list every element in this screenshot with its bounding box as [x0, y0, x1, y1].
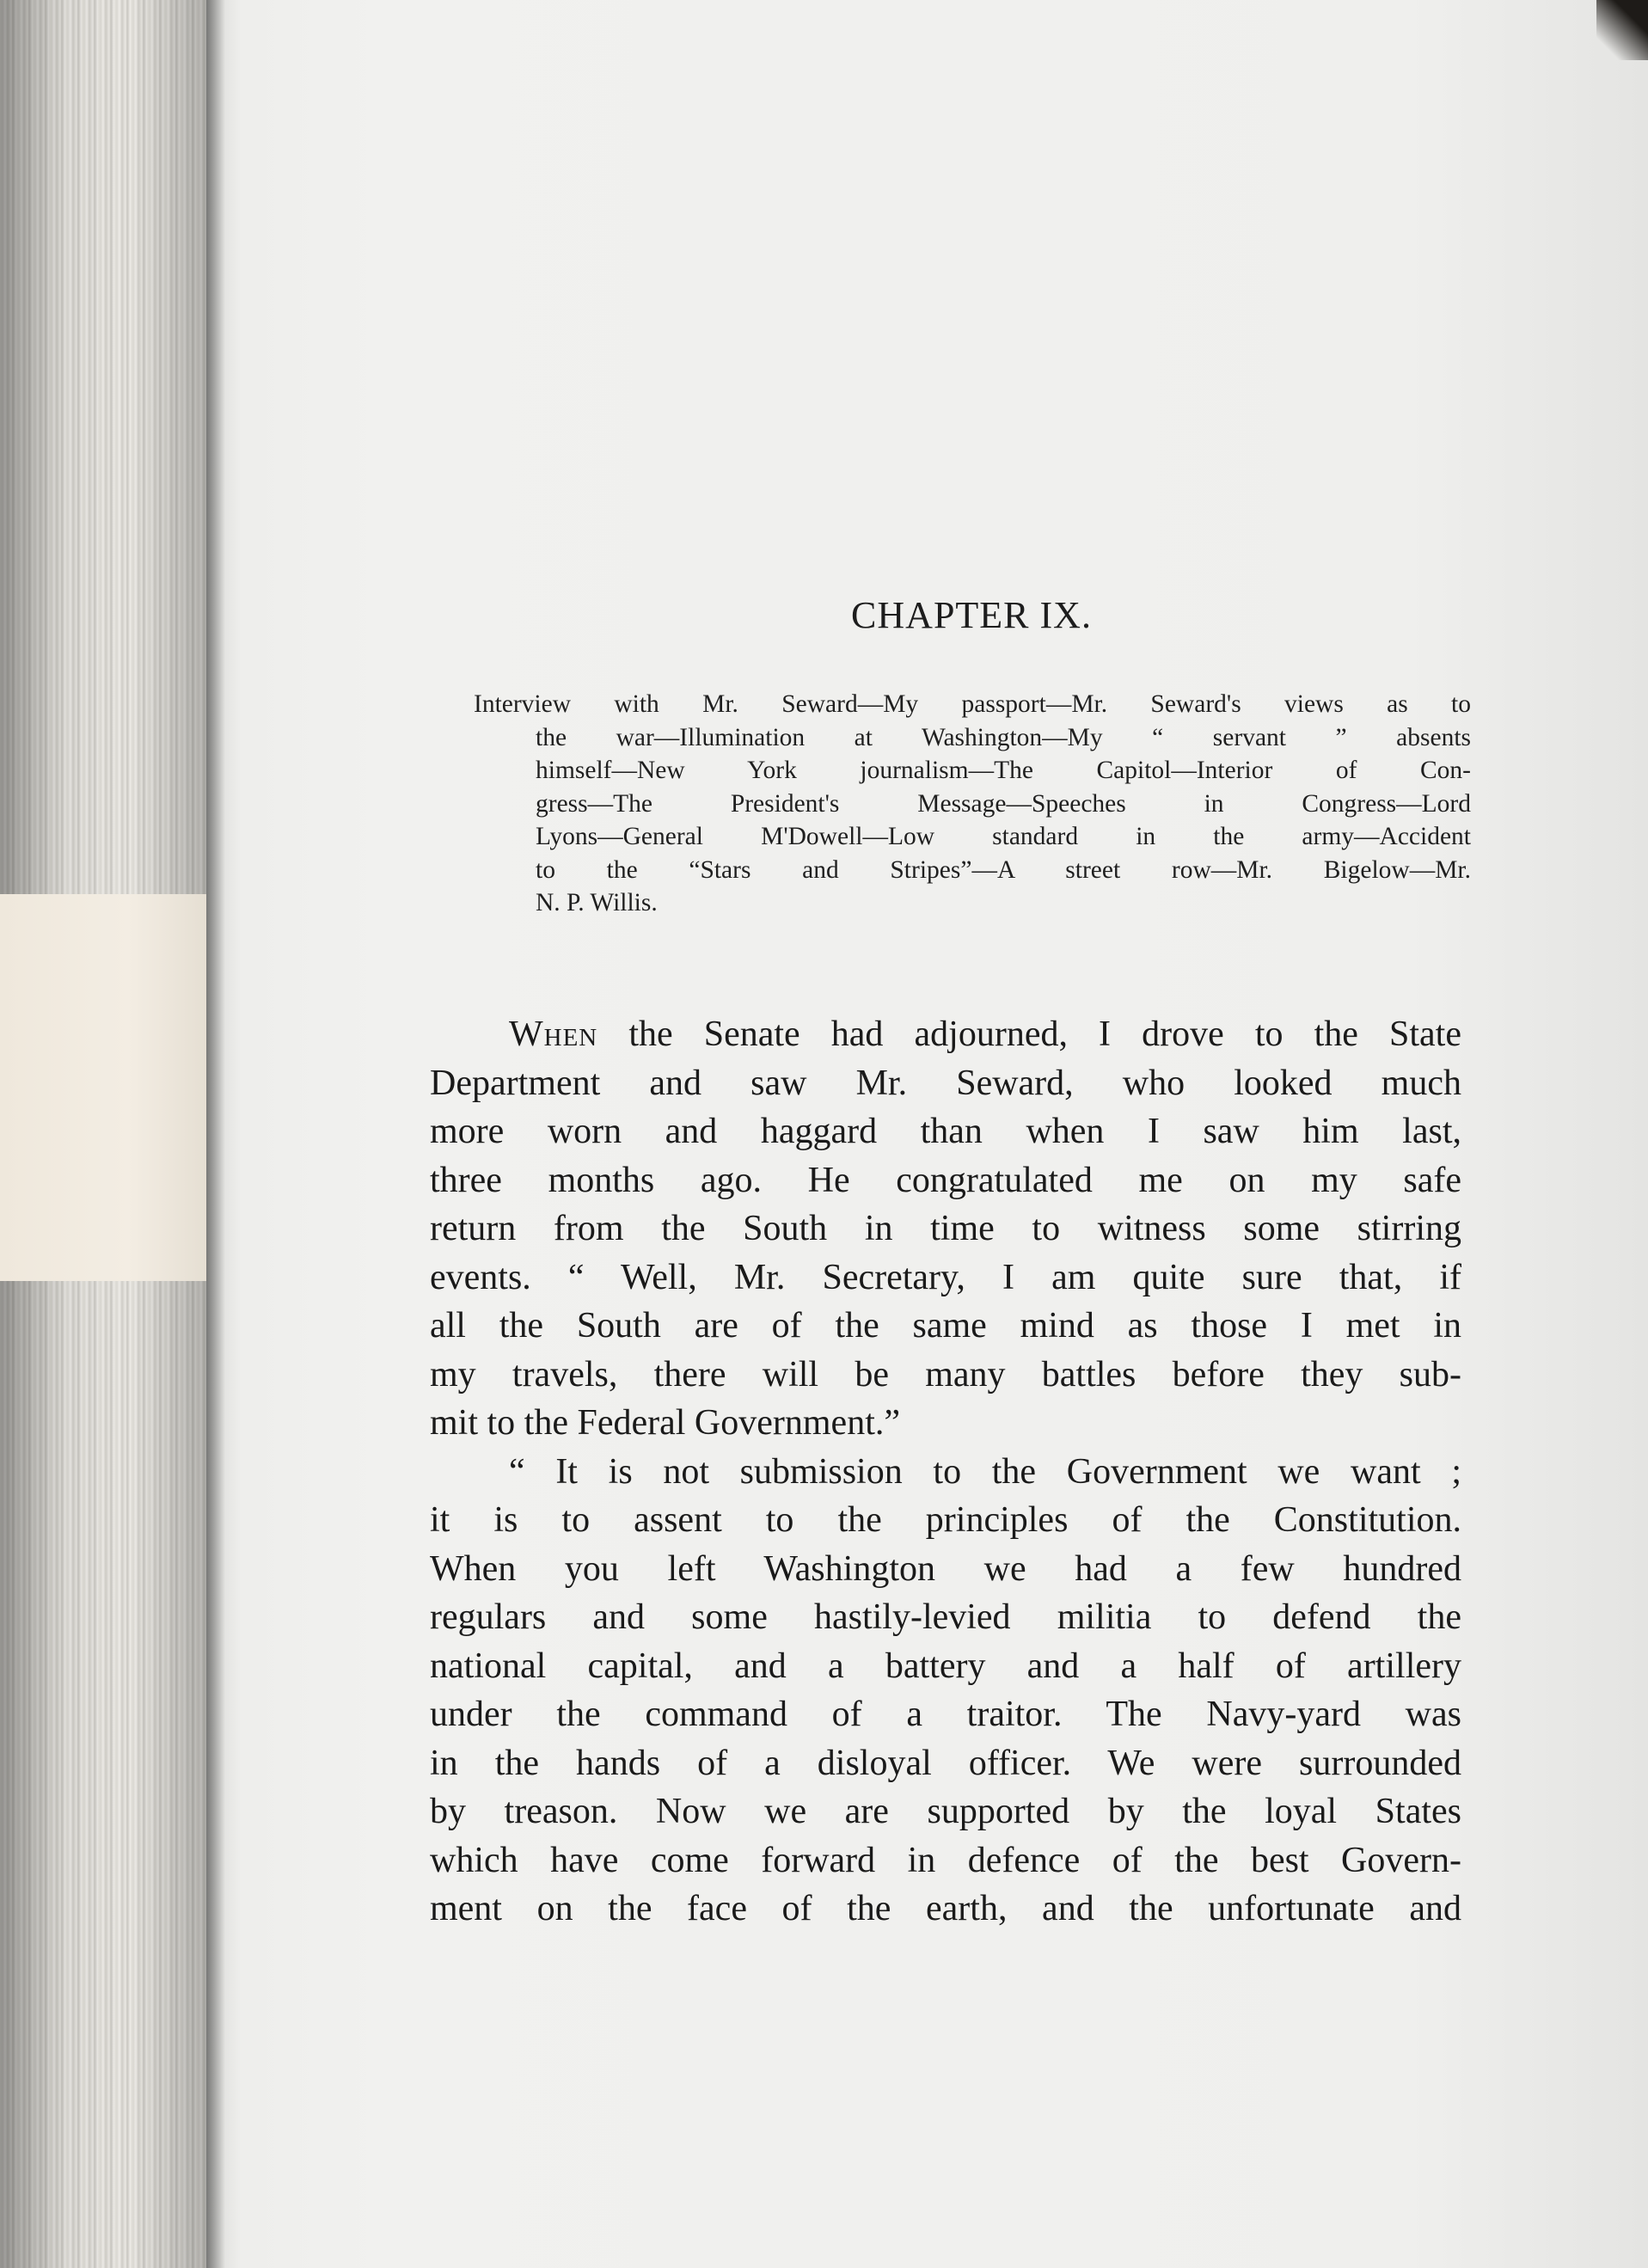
- text-line: which have come forward in defence of the best Govern-: [430, 1840, 1461, 1880]
- text-line: by treason. Now we are supported by the loyal States: [430, 1792, 1461, 1831]
- text-line: under the command of a traitor. The Navy-yard was: [430, 1695, 1461, 1734]
- body-text: [430, 1010, 1461, 1934]
- text-line: When you left Washington we had a few hundred: [430, 1548, 1461, 1589]
- page-edge-band: [0, 894, 215, 1281]
- summary-line: N. P. Willis.: [536, 889, 658, 916]
- summary-line: himself—New York journalism—The Capitol—Interior of Con-: [536, 757, 1471, 784]
- text-line: national capital, and a battery and a half of artillery: [430, 1646, 1461, 1686]
- text-line: events. “ Well, Mr. Secretary, I am quite sure that, if: [430, 1257, 1461, 1297]
- lead-word: When: [509, 1014, 598, 1054]
- chapter-title: CHAPTER IX.: [851, 594, 1092, 636]
- chapter-summary: [474, 688, 1471, 920]
- paragraph-first-line: [509, 1010, 1461, 1059]
- text-line: Department and saw Mr. Seward, who looked much: [430, 1063, 1461, 1103]
- summary-line: the war—Illumination at Washington—My “ servant ” absents: [536, 723, 1471, 751]
- text-line: my travels, there will be many battles before they sub-: [430, 1354, 1461, 1395]
- paragraph-first-line: “ It is not submission to the Government we want ;: [509, 1451, 1461, 1492]
- text-line: it is to assent to the principles of the Constitution.: [430, 1500, 1461, 1540]
- text-line: in the hands of a disloyal officer. We were surrounded: [430, 1743, 1461, 1783]
- text-line: all the South are of the same mind as those I met in: [430, 1306, 1461, 1345]
- summary-line: Lyons—General M'Dowell—Low standard in the army—Accident: [536, 823, 1471, 850]
- text-line: regulars and some hastily-levied militia to defend the: [430, 1597, 1461, 1637]
- summary-line: to the “Stars and Stripes”—A street row—Mr. Bigelow—Mr.: [536, 855, 1471, 884]
- text-line: more worn and haggard than when I saw him last,: [430, 1112, 1461, 1151]
- gutter-shadow: [206, 0, 225, 2268]
- first-line-rest: the Senate had adjourned, I drove to the State: [597, 1014, 1461, 1054]
- text-line: three months ago. He congratulated me on my safe: [430, 1160, 1461, 1200]
- corner-shadow: [1596, 0, 1648, 60]
- text-line: mit to the Federal Government.”: [430, 1403, 901, 1443]
- summary-line: Interview with Mr. Seward—My passport—Mr. Seward's views as to: [474, 690, 1471, 718]
- text-line: ment on the face of the earth, and the unfortunate and: [430, 1889, 1461, 1928]
- summary-line: gress—The President's Message—Speeches in Congress—Lord: [536, 789, 1471, 818]
- text-line: return from the South in time to witness some stirring: [430, 1209, 1461, 1248]
